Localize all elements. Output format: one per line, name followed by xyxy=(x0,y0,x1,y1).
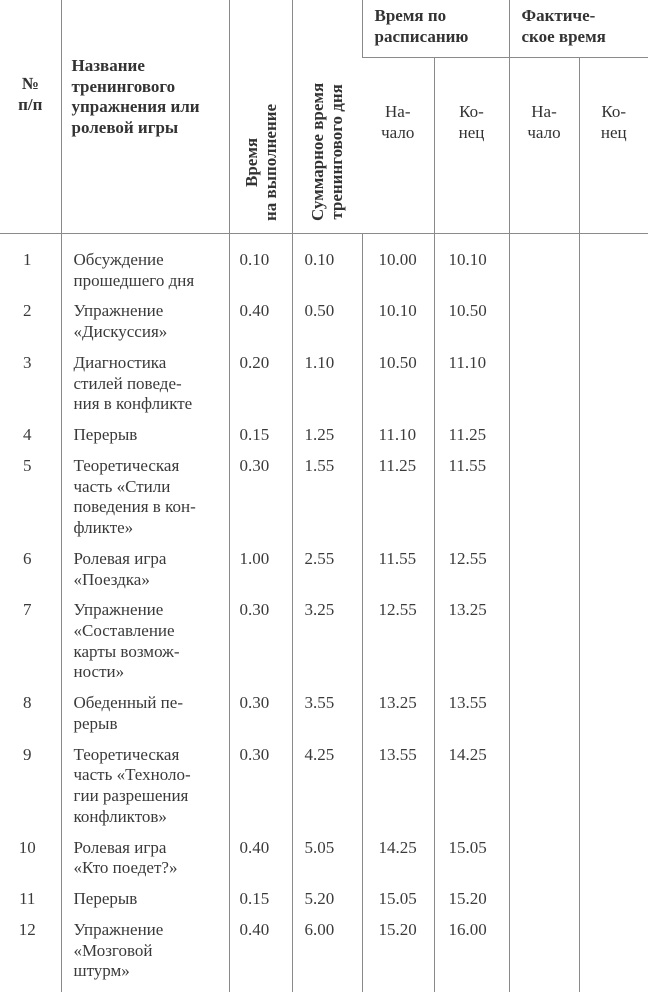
row-name-line: Упражнение xyxy=(74,920,225,941)
row-duration: 0.10 xyxy=(229,234,292,302)
header-line: чало xyxy=(510,123,579,144)
header-line: Ко- xyxy=(580,102,648,123)
header-line: На- xyxy=(510,102,579,123)
row-name-line: фликте» xyxy=(74,518,225,539)
row-total: 1.25 xyxy=(292,425,362,456)
row-total: 2.55 xyxy=(292,549,362,600)
row-actual-end xyxy=(579,549,648,600)
row-actual-start xyxy=(509,353,579,425)
row-name xyxy=(61,234,229,302)
table-row xyxy=(0,838,648,889)
row-number: 11 xyxy=(0,889,61,920)
row-name-line: Ролевая игра xyxy=(74,549,225,570)
row-number: 3 xyxy=(0,353,61,425)
row-duration: 0.30 xyxy=(229,693,292,744)
row-duration: 1.00 xyxy=(229,549,292,600)
row-schedule-end: 10.10 xyxy=(434,234,509,302)
header-line: Суммарное время xyxy=(308,83,327,221)
table-row xyxy=(0,456,648,549)
row-name-line: Упражнение xyxy=(74,600,225,621)
row-total: 3.55 xyxy=(292,693,362,744)
header-line: нец xyxy=(435,123,509,144)
table-row xyxy=(0,234,648,302)
row-number: 10 xyxy=(0,838,61,889)
header-line: Фактиче- xyxy=(522,6,648,27)
row-schedule-end: 11.10 xyxy=(434,353,509,425)
row-name-line: стилей поведе- xyxy=(74,374,225,395)
row-total: 1.10 xyxy=(292,353,362,425)
row-actual-end xyxy=(579,353,648,425)
table-row xyxy=(0,920,648,992)
row-name-line: карты возмож- xyxy=(74,642,225,663)
row-schedule-start: 10.10 xyxy=(362,301,434,352)
row-duration: 0.40 xyxy=(229,838,292,889)
row-total: 1.55 xyxy=(292,456,362,549)
header-line: На- xyxy=(362,102,434,123)
header-actual-start xyxy=(509,58,579,234)
row-name xyxy=(61,745,229,838)
header-num-text xyxy=(0,74,61,115)
header-line: нец xyxy=(580,123,648,144)
row-name xyxy=(61,301,229,352)
row-total: 5.05 xyxy=(292,838,362,889)
row-schedule-start: 12.55 xyxy=(362,600,434,693)
row-name-line: Теоретическая xyxy=(74,745,225,766)
row-actual-end xyxy=(579,838,648,889)
row-name-line: Обсуждение xyxy=(74,250,225,271)
row-number: 5 xyxy=(0,456,61,549)
row-name-line: прошедшего дня xyxy=(74,271,225,292)
header-line: упражнения или xyxy=(72,97,223,118)
row-name-line: часть «Техноло- xyxy=(74,765,225,786)
header-schedule-start-text xyxy=(362,102,434,143)
header-duration-text xyxy=(242,104,280,221)
header-line: расписанию xyxy=(375,27,509,48)
row-name-line: «Составление xyxy=(74,621,225,642)
row-number: 9 xyxy=(0,745,61,838)
row-number: 2 xyxy=(0,301,61,352)
row-name xyxy=(61,889,229,920)
row-number: 12 xyxy=(0,920,61,992)
row-duration: 0.15 xyxy=(229,889,292,920)
row-total: 5.20 xyxy=(292,889,362,920)
row-total: 3.25 xyxy=(292,600,362,693)
row-name-line: поведения в кон- xyxy=(74,497,225,518)
header-schedule-start xyxy=(362,58,434,234)
table-row xyxy=(0,745,648,838)
table-row xyxy=(0,353,648,425)
row-schedule-end: 10.50 xyxy=(434,301,509,352)
header-line: № xyxy=(0,74,61,95)
row-total: 4.25 xyxy=(292,745,362,838)
row-name-line: Диагностика xyxy=(74,353,225,374)
row-actual-end xyxy=(579,301,648,352)
header-line: п/п xyxy=(0,95,61,116)
row-actual-end xyxy=(579,745,648,838)
row-name-line: штурм» xyxy=(74,961,225,982)
row-schedule-end: 11.25 xyxy=(434,425,509,456)
row-duration: 0.30 xyxy=(229,745,292,838)
header-actual-end xyxy=(579,58,648,234)
row-name-line: ности» xyxy=(74,662,225,683)
row-name-line: рерыв xyxy=(74,714,225,735)
row-schedule-start: 14.25 xyxy=(362,838,434,889)
row-name-line: ния в конфликте xyxy=(74,394,225,415)
header-line: чало xyxy=(362,123,434,144)
row-schedule-start: 15.05 xyxy=(362,889,434,920)
row-total: 0.10 xyxy=(292,234,362,302)
row-name-line: «Поездка» xyxy=(74,570,225,591)
row-name-line: «Дискуссия» xyxy=(74,322,225,343)
row-name-line: «Мозговой xyxy=(74,941,225,962)
row-name xyxy=(61,920,229,992)
row-duration: 0.20 xyxy=(229,353,292,425)
row-name-line: часть «Стили xyxy=(74,477,225,498)
row-actual-end xyxy=(579,889,648,920)
row-name xyxy=(61,693,229,744)
header-num xyxy=(0,0,61,234)
row-duration: 0.30 xyxy=(229,456,292,549)
row-schedule-start: 15.20 xyxy=(362,920,434,992)
row-schedule-end: 12.55 xyxy=(434,549,509,600)
header-name xyxy=(61,0,229,234)
header-line: Название xyxy=(72,56,223,77)
header-name-text xyxy=(72,56,223,139)
header-schedule xyxy=(362,0,509,58)
row-name-line: Обеденный пе- xyxy=(74,693,225,714)
header-line: Ко- xyxy=(435,102,509,123)
row-name-line: Упражнение xyxy=(74,301,225,322)
row-schedule-end: 16.00 xyxy=(434,920,509,992)
table-body xyxy=(0,234,648,992)
row-schedule-start: 10.00 xyxy=(362,234,434,302)
row-actual-start xyxy=(509,549,579,600)
header-line: ское время xyxy=(522,27,648,48)
row-actual-end xyxy=(579,693,648,744)
row-number: 4 xyxy=(0,425,61,456)
row-name xyxy=(61,838,229,889)
row-number: 8 xyxy=(0,693,61,744)
row-schedule-end: 13.55 xyxy=(434,693,509,744)
row-name-line: Ролевая игра xyxy=(74,838,225,859)
row-schedule-start: 11.10 xyxy=(362,425,434,456)
row-actual-start xyxy=(509,301,579,352)
row-schedule-end: 13.25 xyxy=(434,600,509,693)
row-name xyxy=(61,600,229,693)
header-schedule-text xyxy=(375,6,509,47)
table-header xyxy=(0,0,648,234)
row-actual-end xyxy=(579,425,648,456)
row-actual-end xyxy=(579,920,648,992)
row-schedule-end: 15.05 xyxy=(434,838,509,889)
row-total: 0.50 xyxy=(292,301,362,352)
row-name xyxy=(61,549,229,600)
table-row xyxy=(0,549,648,600)
header-schedule-end-text xyxy=(435,102,509,143)
row-schedule-start: 13.25 xyxy=(362,693,434,744)
row-number: 6 xyxy=(0,549,61,600)
header-total xyxy=(292,0,362,234)
row-name-line: гии разрешения xyxy=(74,786,225,807)
header-line: тренингового xyxy=(72,77,223,98)
row-schedule-end: 14.25 xyxy=(434,745,509,838)
header-line: ролевой игры xyxy=(72,118,223,139)
header-total-text xyxy=(308,83,346,221)
header-line: Время xyxy=(242,104,261,221)
row-total: 6.00 xyxy=(292,920,362,992)
row-duration: 0.40 xyxy=(229,920,292,992)
row-actual-start xyxy=(509,425,579,456)
row-number: 7 xyxy=(0,600,61,693)
header-actual-end-text xyxy=(580,102,648,143)
row-duration: 0.15 xyxy=(229,425,292,456)
row-actual-end xyxy=(579,600,648,693)
row-actual-start xyxy=(509,889,579,920)
row-name xyxy=(61,425,229,456)
row-actual-start xyxy=(509,745,579,838)
table-row xyxy=(0,301,648,352)
table-row xyxy=(0,693,648,744)
row-name-line: Теоретическая xyxy=(74,456,225,477)
header-line: тренингового дня xyxy=(327,83,346,221)
row-schedule-end: 11.55 xyxy=(434,456,509,549)
header-actual-text xyxy=(522,6,648,47)
row-schedule-end: 15.20 xyxy=(434,889,509,920)
header-duration xyxy=(229,0,292,234)
row-actual-end xyxy=(579,234,648,302)
row-actual-start xyxy=(509,920,579,992)
row-duration: 0.40 xyxy=(229,301,292,352)
table-row xyxy=(0,425,648,456)
header-line: Время по xyxy=(375,6,509,27)
row-schedule-start: 11.55 xyxy=(362,549,434,600)
row-actual-start xyxy=(509,838,579,889)
row-actual-start xyxy=(509,600,579,693)
row-schedule-start: 10.50 xyxy=(362,353,434,425)
table-row xyxy=(0,600,648,693)
row-name-line: «Кто поедет?» xyxy=(74,858,225,879)
header-actual xyxy=(509,0,648,58)
row-actual-start xyxy=(509,693,579,744)
row-schedule-start: 11.25 xyxy=(362,456,434,549)
row-name xyxy=(61,456,229,549)
row-duration: 0.30 xyxy=(229,600,292,693)
header-schedule-end xyxy=(434,58,509,234)
table-row xyxy=(0,889,648,920)
row-actual-end xyxy=(579,456,648,549)
row-actual-start xyxy=(509,234,579,302)
row-actual-start xyxy=(509,456,579,549)
row-name-line: Перерыв xyxy=(74,889,225,910)
header-line: на выполнение xyxy=(261,104,280,221)
row-name-line: Перерыв xyxy=(74,425,225,446)
row-number: 1 xyxy=(0,234,61,302)
header-actual-start-text xyxy=(510,102,579,143)
row-name-line: конфликтов» xyxy=(74,807,225,828)
row-name xyxy=(61,353,229,425)
row-schedule-start: 13.55 xyxy=(362,745,434,838)
